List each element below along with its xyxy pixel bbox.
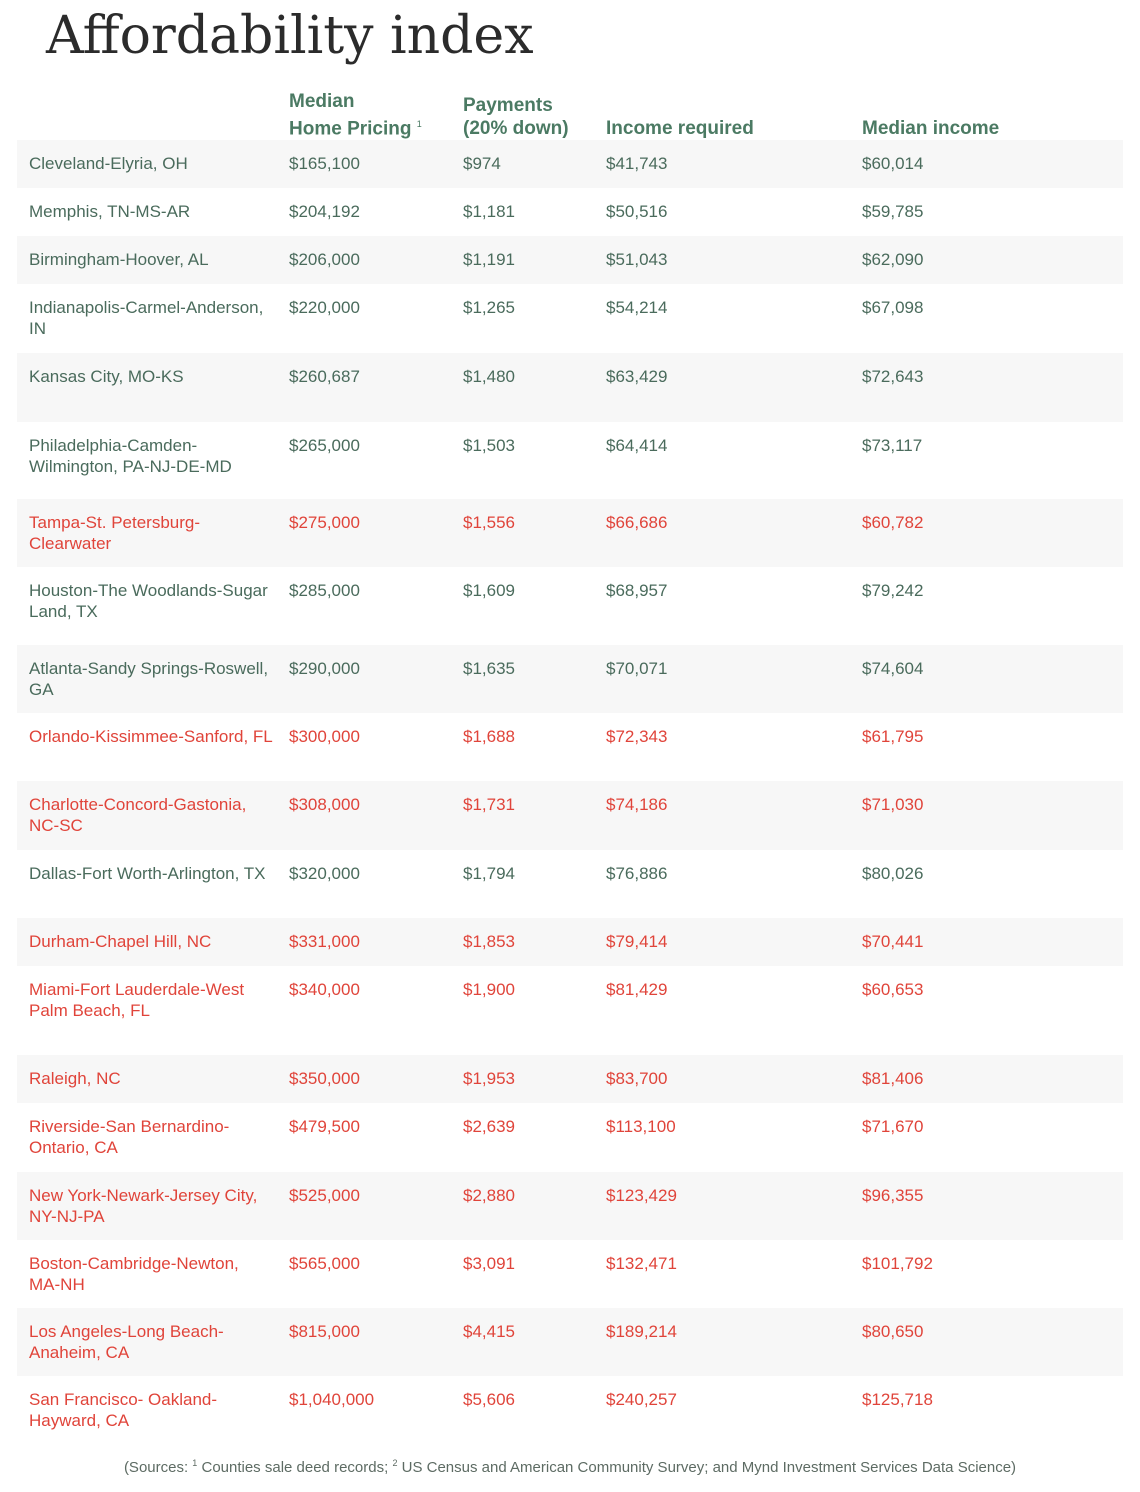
cell-income: $80,650 [862, 1322, 924, 1341]
cell-payment: $5,606 [463, 1390, 515, 1409]
cell-payment: $1,609 [463, 581, 515, 600]
cell-required: $66,686 [606, 513, 668, 532]
cell-income: $62,090 [862, 250, 924, 269]
cell-income: $79,242 [862, 581, 924, 600]
table-row [17, 781, 1123, 850]
cell-area: Houston-The Woodlands-Sugar Land, TX [29, 581, 268, 621]
cell-required: $72,343 [606, 727, 668, 746]
cell-price: $260,687 [289, 367, 360, 386]
affordability-table [17, 82, 1123, 1445]
table-row [17, 353, 1123, 422]
cell-area: Birmingham-Hoover, AL [29, 250, 209, 269]
cell-required: $83,700 [606, 1069, 668, 1088]
table-row [17, 567, 1123, 645]
cell-income: $80,026 [862, 864, 924, 883]
cell-price: $815,000 [289, 1322, 360, 1341]
header-income-required: Income required [606, 118, 754, 139]
cell-payment: $974 [463, 154, 501, 173]
header-text: Home Pricing [289, 118, 412, 139]
table-row [17, 645, 1123, 713]
cell-area: Raleigh, NC [29, 1069, 121, 1088]
cell-price: $331,000 [289, 932, 360, 951]
header-median-income: Median income [862, 118, 1000, 139]
cell-area: Kansas City, MO-KS [29, 367, 184, 386]
table-row [17, 918, 1123, 966]
cell-price: $204,192 [289, 202, 360, 221]
cell-area: Orlando-Kissimmee-Sanford, FL [29, 727, 273, 746]
cell-income: $71,670 [862, 1117, 924, 1136]
cell-area: Boston-Cambridge-Newton, MA-NH [29, 1254, 239, 1294]
cell-required: $41,743 [606, 154, 668, 173]
cell-payment: $1,181 [463, 202, 515, 221]
cell-area: Atlanta-Sandy Springs-Roswell, GA [29, 659, 269, 699]
cell-income: $74,604 [862, 659, 924, 678]
cell-required: $123,429 [606, 1186, 677, 1205]
header-text: Payments [463, 95, 553, 116]
table-row [17, 1055, 1123, 1103]
cell-payment: $1,635 [463, 659, 515, 678]
page-title: Affordability index [46, 6, 534, 66]
cell-required: $64,414 [606, 436, 668, 455]
table-row [17, 284, 1123, 353]
table-row [17, 499, 1123, 567]
cell-price: $220,000 [289, 298, 360, 317]
table-row [17, 966, 1123, 1055]
cell-required: $63,429 [606, 367, 668, 386]
footnote-text: (Sources: [123, 1459, 193, 1476]
cell-income: $61,795 [862, 727, 924, 746]
cell-required: $79,414 [606, 932, 668, 951]
cell-price: $300,000 [289, 727, 360, 746]
sources-footnote [0, 1458, 1140, 1476]
cell-price: $525,000 [289, 1186, 360, 1205]
cell-income: $81,406 [862, 1069, 924, 1088]
table-row [17, 1240, 1123, 1308]
cell-required: $51,043 [606, 250, 668, 269]
cell-required: $81,429 [606, 980, 668, 999]
cell-price: $340,000 [289, 980, 360, 999]
cell-payment: $2,639 [463, 1117, 515, 1136]
table-header [17, 82, 1123, 140]
table-row [17, 140, 1123, 188]
cell-area: Tampa-St. Petersburg-Clearwater [29, 513, 201, 553]
cell-income: $125,718 [862, 1390, 933, 1409]
cell-income: $72,643 [862, 367, 924, 386]
header-text: Median [289, 90, 355, 112]
cell-price: $290,000 [289, 659, 360, 678]
cell-income: $70,441 [862, 932, 924, 951]
cell-payment: $3,091 [463, 1254, 515, 1273]
cell-required: $74,186 [606, 795, 668, 814]
cell-area: New York-Newark-Jersey City, NY-NJ-PA [29, 1186, 258, 1226]
cell-required: $189,214 [606, 1322, 677, 1341]
cell-price: $165,100 [289, 154, 360, 173]
cell-required: $70,071 [606, 659, 668, 678]
cell-income: $60,014 [862, 154, 924, 173]
footnote-text: Counties sale deed records; [197, 1459, 393, 1476]
cell-area: Memphis, TN-MS-AR [29, 202, 191, 221]
cell-price: $1,040,000 [289, 1390, 375, 1409]
table-row [17, 1308, 1123, 1376]
header-payments [463, 94, 569, 140]
cell-income: $96,355 [862, 1186, 924, 1205]
cell-required: $132,471 [606, 1254, 677, 1273]
cell-income: $60,782 [862, 513, 924, 532]
table-row [17, 236, 1123, 284]
cell-price: $320,000 [289, 864, 360, 883]
cell-area: Philadelphia-Camden-Wilmington, PA-NJ-DE-MD [29, 436, 232, 476]
cell-payment: $1,900 [463, 980, 515, 999]
cell-area: San Francisco- Oakland-Hayward, CA [29, 1390, 218, 1430]
table-body [17, 140, 1123, 1445]
cell-area: Cleveland-Elyria, OH [29, 154, 188, 173]
cell-price: $285,000 [289, 581, 360, 600]
cell-income: $73,117 [862, 436, 923, 455]
cell-payment: $1,688 [463, 727, 515, 746]
footnote-marker: 1 [416, 118, 422, 129]
table-row [17, 713, 1123, 781]
cell-price: $479,500 [289, 1117, 360, 1136]
cell-payment: $1,853 [463, 932, 515, 951]
cell-price: $350,000 [289, 1069, 360, 1088]
cell-payment: $1,556 [463, 513, 515, 532]
cell-required: $76,886 [606, 864, 668, 883]
cell-price: $206,000 [289, 250, 360, 269]
cell-income: $60,653 [862, 980, 924, 999]
table-row [17, 850, 1123, 918]
cell-area: Miami-Fort Lauderdale-West Palm Beach, FL [29, 980, 245, 1020]
cell-income: $71,030 [862, 795, 924, 814]
footnote-text: US Census and American Community Survey; and Mynd Investment Services Data Science) [397, 1459, 1017, 1476]
table-row [17, 1376, 1123, 1445]
cell-payment: $1,503 [463, 436, 515, 455]
cell-area: Dallas-Fort Worth-Arlington, TX [29, 864, 266, 883]
cell-area: Riverside-San Bernardino-Ontario, CA [29, 1117, 230, 1157]
table-row [17, 188, 1123, 236]
cell-payment: $1,480 [463, 367, 515, 386]
header-median-home-pricing [289, 90, 422, 140]
cell-payment: $1,191 [463, 250, 515, 269]
cell-required: $240,257 [606, 1390, 677, 1409]
cell-payment: $1,953 [463, 1069, 515, 1088]
table-row [17, 1103, 1123, 1172]
table-row [17, 1172, 1123, 1240]
cell-required: $68,957 [606, 581, 668, 600]
cell-income: $101,792 [862, 1254, 933, 1273]
cell-price: $275,000 [289, 513, 360, 532]
cell-required: $50,516 [606, 202, 668, 221]
cell-required: $54,214 [606, 298, 668, 317]
cell-payment: $2,880 [463, 1186, 515, 1205]
header-text: (20% down) [463, 118, 569, 139]
cell-price: $565,000 [289, 1254, 360, 1273]
cell-payment: $1,794 [463, 864, 515, 883]
cell-area: Indianapolis-Carmel-Anderson, IN [29, 298, 264, 338]
cell-area: Durham-Chapel Hill, NC [29, 932, 212, 951]
cell-payment: $4,415 [463, 1322, 515, 1341]
footnote-marker: 1 [192, 1458, 198, 1468]
footnote-marker: 2 [392, 1458, 398, 1468]
cell-income: $67,098 [862, 298, 924, 317]
cell-income: $59,785 [862, 202, 924, 221]
cell-area: Charlotte-Concord-Gastonia, NC-SC [29, 795, 247, 835]
cell-price: $265,000 [289, 436, 360, 455]
cell-price: $308,000 [289, 795, 360, 814]
cell-required: $113,100 [606, 1117, 676, 1136]
cell-area: Los Angeles-Long Beach-Anaheim, CA [29, 1322, 224, 1362]
table-row [17, 422, 1123, 499]
cell-payment: $1,265 [463, 298, 515, 317]
cell-payment: $1,731 [463, 795, 515, 814]
